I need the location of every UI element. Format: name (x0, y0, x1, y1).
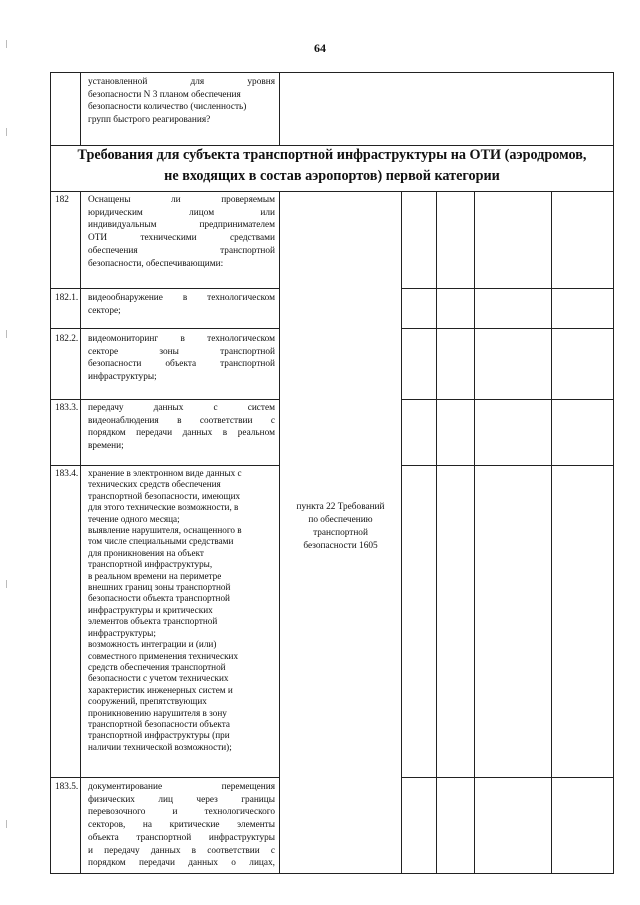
text-line: времени; (88, 441, 124, 452)
text-line: безопасности объекта транспортной (88, 359, 275, 370)
requirements-table (50, 72, 614, 874)
item-number: 183.5. (55, 782, 79, 792)
text-line: транспортной инфраструктуры, (88, 559, 213, 570)
text-line: для проникновения на объект (88, 547, 204, 558)
text-line: обеспечения транспортной (88, 245, 275, 256)
row-divider (401, 777, 614, 778)
text-line: элементов объекта транспортной (88, 616, 218, 627)
item-text (88, 194, 275, 270)
text-line: перевозочного и технологического (88, 807, 275, 818)
text-line: Оснащены ли проверяемым (88, 195, 275, 205)
continuation-question (88, 76, 275, 127)
text-line: видеонаблюдения в соответствии с (88, 415, 275, 426)
text-line: совместного применения технических (88, 650, 239, 661)
text-line: групп быстрого реагирования? (88, 115, 211, 126)
text-line: передачу данных с систем (88, 403, 275, 413)
text-line: для этого технические возможности, в (88, 502, 239, 513)
scan-margin-mark (6, 128, 7, 136)
row-divider (51, 288, 279, 289)
text-line: секторов, на критические элементы (88, 820, 275, 831)
row-divider (51, 191, 614, 192)
reference-line: пункта 22 Требований (296, 502, 385, 512)
text-line: выявление нарушителя, оснащенного в (88, 525, 242, 536)
text-line: установленной для уровня (88, 77, 275, 87)
row-divider (401, 288, 614, 289)
item-text (88, 468, 277, 753)
row-divider (51, 328, 279, 329)
reference-line: по обеспечению (308, 515, 373, 525)
text-line: секторе; (88, 305, 121, 316)
text-line: безопасности с учетом технических (88, 673, 229, 684)
reference-line: безопасности 1605 (303, 541, 378, 551)
page-number: 64 (314, 41, 326, 55)
item-number: 182 (55, 195, 69, 205)
text-line: инфраструктуры; (88, 627, 156, 638)
text-line: видеомониторинг в технологическом (88, 334, 275, 344)
item-text (88, 292, 275, 317)
text-line: наличии технической возможности); (88, 741, 232, 752)
text-line: том числе специальными средствами (88, 536, 234, 547)
scan-margin-mark (6, 820, 7, 828)
text-line: технических средств обеспечения (88, 479, 221, 490)
scan-margin-mark (6, 40, 7, 48)
text-line: хранение в электронном виде данных с (88, 468, 242, 478)
text-line: объекта транспортной инфраструктуры (88, 832, 275, 843)
text-line: внешних границ зоны транспортной (88, 582, 231, 593)
text-line: индивидуальным предпринимателем (88, 220, 275, 231)
text-line: безопасности, обеспечивающими: (88, 258, 224, 269)
text-line: ОТИ техническими средствами (88, 233, 275, 244)
reference-line: транспортной (313, 528, 368, 538)
text-line: видеообнаружение в технологическом (88, 293, 275, 303)
row-divider (401, 399, 614, 400)
item-text (88, 402, 275, 453)
text-line: сооружений, препятствующих (88, 696, 207, 707)
row-divider (401, 465, 614, 466)
text-line: секторе зоны транспортной (88, 346, 275, 357)
text-line: порядком передачи данных в реальном (88, 428, 275, 439)
row-divider (51, 777, 279, 778)
item-text (88, 781, 275, 870)
text-line: безопасности N 3 планом обеспечения (88, 89, 241, 100)
text-line: течение одного месяца; (88, 513, 180, 524)
column-divider (80, 73, 81, 145)
text-line: возможность интеграции и (или) (88, 639, 217, 650)
item-number: 183.4. (55, 469, 79, 479)
text-line: транспортной инфраструктуры (при (88, 730, 230, 741)
scan-margin-mark (6, 580, 7, 588)
text-line: характеристик инженерных систем и (88, 684, 233, 695)
column-divider (401, 191, 402, 874)
section-title-line: Требования для субъекта транспортной инфраструктуры на ОТИ (аэродромов, (77, 147, 587, 163)
section-title-line: не входящих в состав аэропортов) первой категории (164, 168, 500, 184)
text-line: транспортной безопасности объекта (88, 718, 230, 729)
text-line: проникновению нарушителя в зону (88, 707, 227, 718)
text-line: юридическим лицом или (88, 207, 275, 218)
text-line: и передачу данных в соответствии с (88, 845, 275, 856)
row-divider (51, 465, 279, 466)
item-number: 182.1. (55, 293, 79, 303)
text-line: физических лиц через границы (88, 794, 275, 805)
text-line: в реальном времени на периметре (88, 570, 222, 581)
section-title (51, 145, 613, 187)
scan-margin-mark (6, 330, 7, 338)
item-number: 182.2. (55, 334, 79, 344)
text-line: документирование перемещения (88, 782, 275, 792)
text-line: инфраструктуры и критических (88, 604, 213, 615)
column-divider (436, 191, 437, 874)
item-number: 183.3. (55, 403, 79, 413)
item-text (88, 333, 275, 384)
row-divider (51, 399, 279, 400)
text-line: порядком передачи данных о лицах, (88, 858, 275, 869)
column-divider (80, 191, 81, 874)
row-divider (401, 328, 614, 329)
text-line: транспортной безопасности, имеющих (88, 490, 241, 501)
legal-reference (280, 501, 401, 553)
column-divider (474, 191, 475, 874)
column-divider (551, 191, 552, 874)
text-line: инфраструктуры; (88, 372, 157, 383)
text-line: безопасности количество (численность) (88, 102, 247, 113)
text-line: безопасности объекта транспортной (88, 593, 230, 604)
text-line: средств обеспечения транспортной (88, 661, 226, 672)
column-divider (279, 73, 280, 145)
